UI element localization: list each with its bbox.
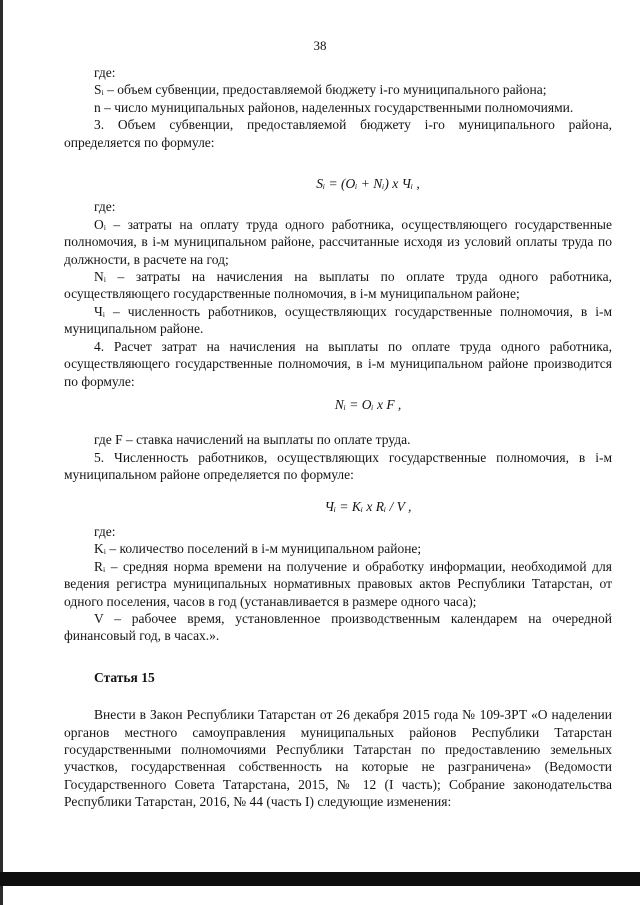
formula-accruals: Nᵢ = Oᵢ x F , xyxy=(334,396,402,412)
definition-n: n – число муниципальных районов, наделенных государственными полномочиями. xyxy=(94,99,574,115)
where-label: где: xyxy=(94,65,116,80)
where-label: где: xyxy=(94,199,116,215)
page-number: 38 xyxy=(313,38,327,53)
definition-f: где F – ставка начислений на выплаты по оплате труда. xyxy=(94,432,411,448)
scan-left-edge xyxy=(0,0,3,905)
article-15-text: Внести в Закон Республики Татарстан от 26 декабря 2015 года № 109-ЗРТ «О наделении органов местного самоуправления муниципальных районов Республики Татарстан государственными полномочиями Республики Татарстан по предоставлению земельных участков, государственная собственность на которые не разграничена» (Ведомости Государственного Совета Татарстана, 2015, № 12 (I часть); Собрание законодательства Республики Татарстан, 2016, № 44 (часть I) следующие изменения: xyxy=(64,707,612,810)
definition-oi: Oᵢ – затраты на оплату труда одного работника, осуществляющего государственные полномочия, в i-м муниципальном районе, рассчитанные исходя из условий оплаты труда по должности, в расчете на год; xyxy=(64,216,612,267)
paragraph-3: 3. Объем субвенции, предоставляемой бюджету i-го муниципального района, определяется по формуле: xyxy=(64,117,612,150)
definition-si: Sᵢ – объем субвенции, предоставляемой бюджету i-го муниципального района; xyxy=(94,82,547,98)
where-label: где: xyxy=(94,523,116,539)
article-heading: Статья 15 xyxy=(94,669,155,685)
paragraph-4: 4. Расчет затрат на начисления на выплаты по оплате труда одного работника, осуществляющего государственные полномочия, в i-м муниципальном районе производится по формуле: xyxy=(64,338,612,389)
paragraph-5: 5. Численность работников, осуществляющих государственные полномочия, в i-м муниципальном районе определяется по формуле: xyxy=(64,449,612,483)
definition-chi: Чᵢ – численность работников, осуществляющих государственные полномочия, в i-м муниципальном районе. xyxy=(64,303,612,337)
formula-subvention: Sᵢ = (Oᵢ + Nᵢ) x Чᵢ , xyxy=(316,176,420,192)
scan-bottom-bar xyxy=(0,872,640,886)
formula-headcount: Чᵢ = Kᵢ x Rᵢ / V , xyxy=(324,498,412,514)
document-body xyxy=(64,64,612,811)
definition-ki: Kᵢ – количество поселений в i-м муниципальном районе; xyxy=(94,541,422,557)
definition-ri: Rᵢ – средняя норма времени на получение и обработку информации, необходимой для ведения регистра муниципальных нормативных правовых актов Республики Татарстан, от одного поселения, часов в год (устанавливается в размере одного часа); xyxy=(64,558,612,609)
definition-v: V – рабочее время, установленное производственным календарем на очередной финансовый год, в часах.». xyxy=(64,610,612,644)
definition-ni: Nᵢ – затраты на начисления на выплаты по оплате труда одного работника, осуществляющего государственные полномочия, в i-м муниципальном районе; xyxy=(64,269,612,302)
